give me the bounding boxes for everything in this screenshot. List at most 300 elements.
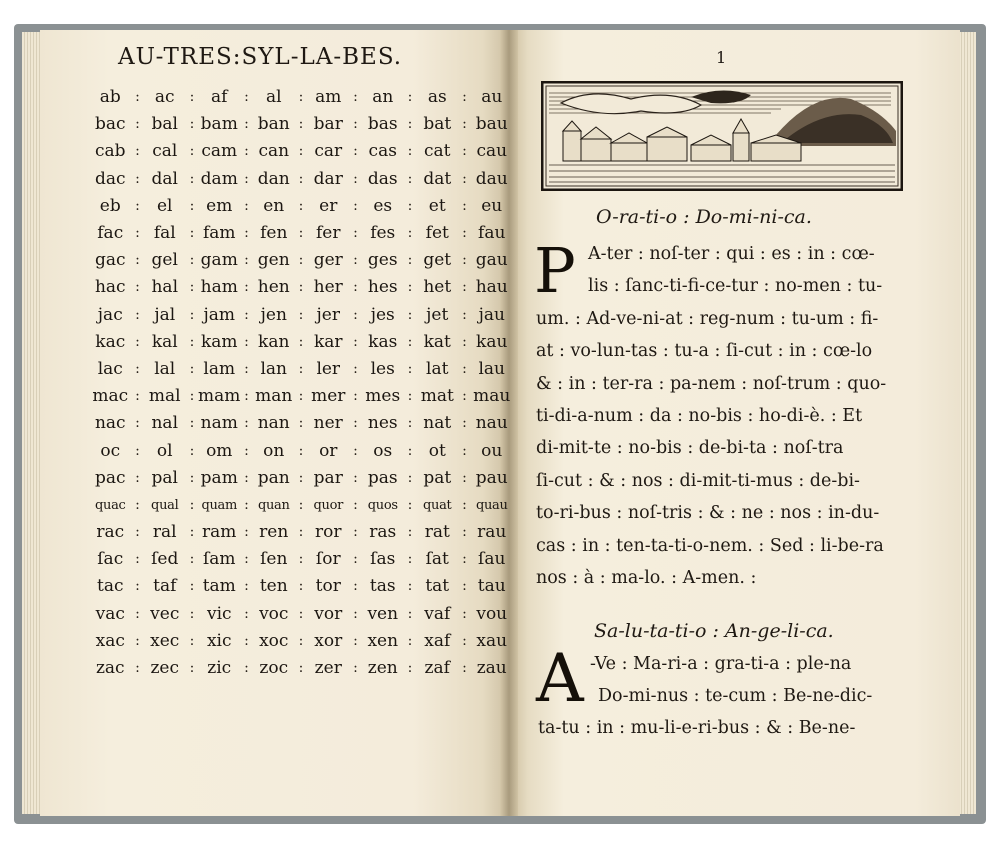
separator: : [244, 632, 249, 649]
separator: : [189, 578, 195, 595]
separator: : [298, 469, 304, 486]
syllable-row [86, 193, 516, 220]
syllable-cell: quac [94, 497, 126, 513]
separator: : [462, 89, 467, 106]
separator: : [353, 279, 358, 296]
separator: : [353, 252, 358, 269]
separator: : [244, 116, 249, 133]
syllable-cell: jau [478, 304, 505, 325]
syllable-cell: kar [313, 331, 343, 352]
separator: : [298, 415, 304, 432]
syllable-table [86, 84, 516, 682]
syllable-row [86, 356, 516, 383]
page-edges-left [22, 32, 42, 814]
syllable-cell: kan [258, 331, 290, 352]
separator: : [462, 551, 467, 568]
syllable-cell: zac [95, 658, 125, 679]
separator: : [462, 170, 467, 187]
separator: : [407, 442, 413, 459]
syllable-cell: fam [202, 223, 236, 244]
syllable-cell: om [206, 440, 233, 461]
separator: : [135, 415, 140, 432]
page-edges-right [958, 32, 976, 814]
separator: : [462, 442, 467, 459]
separator: : [298, 333, 304, 350]
separator: : [244, 388, 249, 405]
separator: : [298, 632, 304, 649]
separator: : [462, 225, 467, 242]
syllable-cell: mat [420, 386, 454, 407]
syllable-cell: ſen [260, 549, 288, 570]
syllable-cell: hen [257, 277, 290, 298]
separator: : [353, 170, 358, 187]
text-line: at : vo-lun-tas : tu-a : ſi-cut : in : cœ-lo [536, 341, 873, 362]
syllable-cell: bam [200, 114, 238, 135]
syllable-cell: ac [154, 87, 175, 108]
syllable-cell: bau [475, 114, 508, 135]
separator: : [135, 170, 140, 187]
syllable-cell: et [428, 195, 446, 216]
text-line: lis : ſanc-ti-fi-ce-tur : no-men : tu- [588, 276, 883, 297]
syllable-cell: ſam [202, 549, 236, 570]
separator: : [407, 333, 413, 350]
separator: : [298, 660, 304, 677]
syllable-cell: cab [94, 141, 126, 162]
separator: : [353, 89, 358, 106]
separator: : [189, 660, 195, 677]
syllable-cell: ral [152, 522, 177, 543]
syllable-cell: quam [201, 497, 238, 513]
syllable-cell: ou [481, 440, 503, 461]
separator: : [298, 279, 304, 296]
syllable-cell: quau [475, 497, 508, 513]
syllable-row [86, 437, 516, 464]
separator: : [244, 578, 249, 595]
separator: : [135, 306, 140, 323]
syllable-cell: ſed [151, 549, 179, 570]
syllable-cell: dau [475, 168, 508, 189]
syllable-cell: xac [95, 630, 125, 651]
syllable-cell: tat [425, 576, 450, 597]
syllable-cell: fal [153, 223, 176, 244]
separator: : [407, 225, 413, 242]
syllable-cell: hau [475, 277, 508, 298]
syllable-cell: vec [150, 603, 180, 624]
separator: : [189, 632, 195, 649]
syllable-row [86, 519, 516, 546]
separator: : [135, 660, 140, 677]
syllable-cell: fac [97, 223, 124, 244]
syllable-cell: het [423, 277, 452, 298]
separator: : [407, 170, 413, 187]
text-line: di-mit-te : no-bis : de-bi-ta : noſ-tra [536, 438, 844, 459]
syllable-cell: gac [94, 250, 126, 271]
syllable-cell: tac [97, 576, 124, 597]
separator: : [189, 252, 195, 269]
text-line: ti-di-a-num : da : no-bis : ho-di-è. : Et [536, 406, 863, 426]
syllable-cell: cas [368, 141, 397, 162]
syllable-cell: dac [94, 168, 126, 189]
syllable-cell: voc [259, 603, 289, 624]
separator: : [135, 632, 140, 649]
woodcut-illustration [541, 81, 903, 191]
syllable-row [86, 84, 516, 111]
syllable-cell: ol [156, 440, 173, 461]
syllable-cell: as [427, 87, 447, 108]
syllable-cell: man [255, 386, 293, 407]
separator: : [462, 116, 467, 133]
separator: : [244, 225, 249, 242]
syllable-cell: nes [367, 413, 398, 434]
syllable-cell: zoc [259, 658, 289, 679]
separator: : [407, 143, 413, 160]
syllable-cell: nau [475, 413, 508, 434]
syllable-cell: pam [200, 467, 238, 488]
syllable-cell: das [367, 168, 398, 189]
separator: : [407, 197, 413, 214]
syllable-cell: an [372, 87, 394, 108]
separator: : [462, 660, 467, 677]
text-line: Do-mi-nus : te-cum : Be-ne-dic- [598, 686, 873, 706]
separator: : [135, 360, 140, 377]
syllable-cell: rac [96, 522, 125, 543]
syllable-cell: car [314, 141, 343, 162]
syllable-cell: os [373, 440, 393, 461]
syllable-cell: ſor [315, 549, 341, 570]
syllable-cell: ot [428, 440, 446, 461]
text-line: ta-tu : in : mu-li-e-ri-bus : & : Be-ne- [538, 718, 856, 738]
page-title: AU-TRES:SYL-LA-BES. [118, 44, 403, 70]
separator: : [244, 197, 249, 214]
syllable-cell: nac [94, 413, 126, 434]
syllable-cell: pan [257, 467, 290, 488]
separator: : [298, 306, 304, 323]
syllable-row [86, 111, 516, 138]
text-line: A-ter : noſ-ter : qui : es : in : cœ- [588, 244, 875, 264]
separator: : [353, 360, 358, 377]
drop-cap-p: P [534, 234, 576, 307]
separator: : [135, 442, 140, 459]
separator: : [298, 524, 304, 541]
syllable-cell: kam [200, 331, 238, 352]
syllable-cell: jam [203, 304, 236, 325]
separator: : [189, 415, 195, 432]
text-line: cas : in : ten-ta-ti-o-nem. : Sed : li-be-ra [536, 535, 884, 556]
separator: : [407, 469, 413, 486]
syllable-row [86, 628, 516, 655]
separator: : [244, 333, 249, 350]
syllable-row [86, 274, 516, 301]
text-line: nos : à : ma-lo. : A-men. : [536, 568, 757, 588]
separator: : [462, 605, 467, 622]
separator: : [462, 143, 467, 160]
syllable-row [86, 546, 516, 573]
separator: : [244, 89, 249, 106]
oratio-dominica-heading: O-ra-ti-o : Do-mi-ni-ca. [596, 206, 812, 228]
syllable-cell: zic [207, 658, 232, 679]
separator: : [189, 551, 195, 568]
separator: : [407, 605, 413, 622]
syllable-cell: xaf [424, 630, 451, 651]
separator: : [244, 496, 249, 513]
syllable-cell: ram [202, 522, 237, 543]
text-line: um. : Ad-ve-ni-at : reg-num : tu-um : fi- [536, 308, 879, 329]
syllable-cell: zau [476, 658, 507, 679]
syllable-cell: es [373, 195, 393, 216]
separator: : [353, 551, 358, 568]
separator: : [407, 360, 413, 377]
syllable-cell: qual [151, 497, 179, 513]
syllable-cell: vor [314, 603, 343, 624]
separator: : [407, 524, 413, 541]
text-line: ſi-cut : & : nos : di-mit-ti-mus : de-bi- [536, 470, 860, 491]
separator: : [189, 442, 195, 459]
separator: : [189, 306, 195, 323]
separator: : [298, 170, 304, 187]
syllable-cell: par [313, 467, 343, 488]
syllable-cell: tor [315, 576, 341, 597]
syllable-cell: nat [423, 413, 452, 434]
syllable-cell: quor [313, 497, 344, 513]
syllable-cell: lau [478, 358, 506, 379]
separator: : [353, 143, 358, 160]
syllable-cell: lam [203, 358, 236, 379]
separator: : [244, 605, 249, 622]
separator: : [353, 306, 358, 323]
separator: : [135, 116, 140, 133]
separator: : [244, 279, 249, 296]
syllable-cell: vaf [424, 603, 451, 624]
separator: : [353, 578, 358, 595]
syllable-cell: kau [476, 331, 508, 352]
syllable-cell: zec [150, 658, 180, 679]
separator: : [462, 360, 467, 377]
separator: : [135, 496, 140, 513]
separator: : [298, 551, 304, 568]
separator: : [462, 388, 467, 405]
syllable-cell: eu [481, 195, 503, 216]
separator: : [189, 225, 195, 242]
syllable-cell: ham [200, 277, 238, 298]
separator: : [407, 578, 413, 595]
syllable-cell: her [313, 277, 343, 298]
syllable-row [86, 573, 516, 600]
separator: : [298, 496, 304, 513]
separator: : [135, 279, 140, 296]
text-line: to-ri-bus : noſ-tris : & : ne : nos : in-du- [536, 503, 880, 524]
separator: : [189, 605, 195, 622]
syllable-cell: quat [423, 497, 452, 513]
syllable-cell: ſac [97, 549, 124, 570]
syllable-cell: quos [367, 497, 398, 513]
separator: : [135, 551, 140, 568]
separator: : [462, 415, 467, 432]
syllable-cell: zer [314, 658, 342, 679]
syllable-cell: gam [200, 250, 238, 271]
separator: : [135, 388, 140, 405]
syllable-cell: ren [259, 522, 289, 543]
syllable-cell: kac [95, 331, 126, 352]
separator: : [135, 143, 140, 160]
syllable-row [86, 601, 516, 628]
syllable-cell: rat [424, 522, 450, 543]
syllable-row [86, 410, 516, 437]
syllable-cell: au [481, 87, 503, 108]
syllable-cell: lat [426, 358, 449, 379]
syllable-cell: nan [257, 413, 290, 434]
separator: : [407, 89, 413, 106]
separator: : [244, 143, 249, 160]
separator: : [407, 388, 413, 405]
syllable-cell: cau [476, 141, 508, 162]
syllable-cell: fet [425, 223, 449, 244]
syllable-cell: vou [476, 603, 508, 624]
separator: : [244, 306, 249, 323]
separator: : [462, 578, 467, 595]
separator: : [353, 225, 358, 242]
separator: : [189, 170, 195, 187]
syllable-cell: jer [316, 304, 340, 325]
syllable-cell: xen [367, 630, 399, 651]
separator: : [298, 89, 304, 106]
separator: : [462, 524, 467, 541]
syllable-cell: rau [477, 522, 507, 543]
separator: : [462, 632, 467, 649]
syllable-cell: xoc [259, 630, 289, 651]
syllable-cell: ner [313, 413, 343, 434]
separator: : [135, 197, 140, 214]
separator: : [135, 578, 140, 595]
syllable-cell: mer [311, 386, 346, 407]
syllable-row [86, 166, 516, 193]
syllable-cell: ven [367, 603, 399, 624]
page-number: 1 [716, 48, 727, 67]
syllable-cell: fen [260, 223, 288, 244]
syllable-cell: zaf [424, 658, 450, 679]
syllable-cell: taf [153, 576, 177, 597]
separator: : [298, 197, 304, 214]
separator: : [407, 415, 413, 432]
syllable-cell: mes [365, 386, 401, 407]
separator: : [462, 333, 467, 350]
separator: : [189, 496, 195, 513]
syllable-cell: tau [477, 576, 506, 597]
syllable-cell: ges [367, 250, 398, 271]
separator: : [353, 415, 358, 432]
syllable-cell: hes [367, 277, 398, 298]
syllable-cell: eb [99, 195, 121, 216]
separator: : [462, 197, 467, 214]
separator: : [407, 252, 413, 269]
separator: : [353, 197, 358, 214]
syllable-cell: en [263, 195, 285, 216]
syllable-cell: am [315, 87, 342, 108]
separator: : [298, 388, 304, 405]
syllable-cell: mam [198, 386, 241, 407]
syllable-row [86, 492, 516, 519]
separator: : [244, 360, 249, 377]
separator: : [462, 306, 467, 323]
separator: : [189, 524, 195, 541]
syllable-cell: fau [478, 223, 506, 244]
syllable-cell: fer [316, 223, 341, 244]
syllable-cell: fes [370, 223, 396, 244]
syllable-row [86, 383, 516, 410]
separator: : [353, 605, 358, 622]
syllable-cell: mau [473, 386, 511, 407]
separator: : [462, 252, 467, 269]
syllable-cell: vic [206, 603, 232, 624]
separator: : [462, 469, 467, 486]
syllable-cell: bac [94, 114, 126, 135]
syllable-cell: get [423, 250, 452, 271]
separator: : [353, 333, 358, 350]
syllable-cell: lal [154, 358, 176, 379]
separator: : [407, 551, 413, 568]
text-line: & : in : ter-ra : pa-nem : noſ-trum : quo- [536, 373, 887, 394]
syllable-cell: tam [202, 576, 236, 597]
drop-cap-a: A [536, 640, 584, 717]
syllable-row [86, 655, 516, 682]
syllable-cell: pac [94, 467, 126, 488]
separator: : [189, 116, 195, 133]
syllable-cell: dan [257, 168, 290, 189]
separator: : [462, 279, 467, 296]
syllable-cell: af [211, 87, 228, 108]
syllable-cell: xic [206, 630, 232, 651]
syllable-cell: ban [257, 114, 290, 135]
separator: : [135, 252, 140, 269]
syllable-cell: xec [150, 630, 180, 651]
syllable-cell: cat [424, 141, 451, 162]
syllable-cell: mac [92, 386, 129, 407]
syllable-row [86, 247, 516, 274]
syllable-row [86, 220, 516, 247]
syllable-row [86, 465, 516, 492]
separator: : [298, 360, 304, 377]
separator: : [135, 333, 140, 350]
separator: : [244, 524, 249, 541]
separator: : [189, 469, 195, 486]
syllable-cell: jen [260, 304, 287, 325]
syllable-cell: gau [475, 250, 508, 271]
syllable-cell: ab [99, 87, 121, 108]
separator: : [135, 89, 140, 106]
separator: : [189, 89, 195, 106]
syllable-cell: em [206, 195, 233, 216]
syllable-cell: vac [95, 603, 125, 624]
separator: : [353, 632, 358, 649]
separator: : [353, 524, 358, 541]
syllable-cell: bat [423, 114, 452, 135]
separator: : [189, 143, 195, 160]
separator: : [244, 551, 249, 568]
syllable-cell: jac [97, 304, 123, 325]
syllable-cell: pau [475, 467, 508, 488]
separator: : [189, 388, 195, 405]
separator: : [298, 605, 304, 622]
separator: : [298, 116, 304, 133]
separator: : [407, 632, 413, 649]
syllable-cell: xor [314, 630, 343, 651]
syllable-cell: hal [151, 277, 179, 298]
separator: : [135, 524, 140, 541]
syllable-cell: kas [368, 331, 398, 352]
separator: : [407, 279, 413, 296]
separator: : [353, 388, 358, 405]
syllable-cell: dat [423, 168, 452, 189]
syllable-cell: zen [367, 658, 398, 679]
